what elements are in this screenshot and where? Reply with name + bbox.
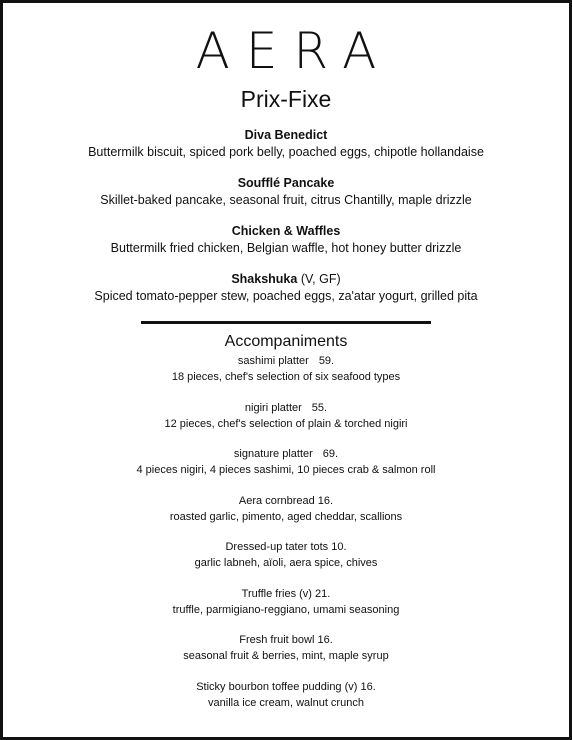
accompaniment-price: 69. <box>322 448 339 460</box>
accompaniment-name: Truffle fries (v) 21. <box>241 587 331 600</box>
main-item <box>3 127 569 161</box>
main-item-title: Shakshuka <box>231 272 298 286</box>
accompaniment-price: 55. <box>311 401 328 414</box>
main-item-name <box>3 127 569 144</box>
accompaniment-name: Dressed-up tater tots 10. <box>225 541 347 553</box>
accompaniment-item <box>3 446 569 493</box>
main-item-description: Buttermilk fried chicken, Belgian waffle, hot honey butter drizzle <box>110 241 462 255</box>
accompaniment-description: garlic labneh, aïoli, aera spice, chives <box>194 557 378 569</box>
accompaniment-name: Fresh fruit bowl 16. <box>239 634 333 646</box>
accompaniment-description: vanilla ice cream, walnut crunch <box>208 696 364 709</box>
accompaniment-item <box>3 586 569 633</box>
accompaniment-title: signature platter <box>233 448 313 460</box>
accompaniment-description: seasonal fruit & berries, mint, maple syrup <box>183 650 389 662</box>
accompaniment-description: 12 pieces, chef's selection of plain & torched nigiri <box>164 417 408 430</box>
accompaniment-price: 59. <box>318 355 335 367</box>
main-item-name <box>3 223 569 240</box>
accompaniment-item <box>3 493 569 540</box>
accompaniment-name <box>3 446 569 462</box>
accompaniments-heading: Accompaniments <box>224 333 348 350</box>
accompaniment-item <box>3 353 569 400</box>
main-item <box>3 223 569 257</box>
main-item-description: Spiced tomato-pepper stew, poached eggs, za'atar yogurt, grilled pita <box>94 289 478 303</box>
accompaniment-item <box>3 679 569 726</box>
section-divider <box>141 321 431 324</box>
accompaniments-list <box>3 353 569 725</box>
main-item-name <box>3 175 569 192</box>
accompaniment-description: roasted garlic, pimento, aged cheddar, scallions <box>169 510 403 523</box>
main-item <box>3 271 569 305</box>
main-item-title: Chicken & Waffles <box>231 224 341 238</box>
accompaniment-name: Sticky bourbon toffee pudding (v) 16. <box>196 680 376 693</box>
accompaniment-name <box>3 400 569 416</box>
accompaniment-title: nigiri platter <box>244 401 302 414</box>
accompaniment-item <box>3 539 569 586</box>
brand-logo: AERA <box>195 22 393 80</box>
accompaniment-name: Aera cornbread 16. <box>238 494 334 507</box>
dietary-tag: (V, GF) <box>300 272 341 286</box>
main-item-name <box>3 271 569 288</box>
accompaniment-item <box>3 400 569 447</box>
accompaniment-item <box>3 632 569 679</box>
accompaniment-description: truffle, parmigiano-reggiano, umami seasoning <box>172 603 400 616</box>
main-item-title: Soufflé Pancake <box>237 176 335 190</box>
accompaniment-name <box>3 353 569 369</box>
accompaniment-title: sashimi platter <box>237 355 309 367</box>
main-item-title: Diva Benedict <box>244 128 328 142</box>
accompaniment-description: 18 pieces, chef's selection of six seafood types <box>171 371 401 383</box>
menu-subtitle: Prix-Fixe <box>240 86 332 112</box>
main-item <box>3 175 569 209</box>
mains-section <box>3 127 569 319</box>
main-item-description: Buttermilk biscuit, spiced pork belly, poached eggs, chipotle hollandaise <box>88 145 484 159</box>
main-item-description: Skillet-baked pancake, seasonal fruit, citrus Chantilly, maple drizzle <box>100 193 472 207</box>
accompaniment-description: 4 pieces nigiri, 4 pieces sashimi, 10 pieces crab & salmon roll <box>136 464 436 476</box>
